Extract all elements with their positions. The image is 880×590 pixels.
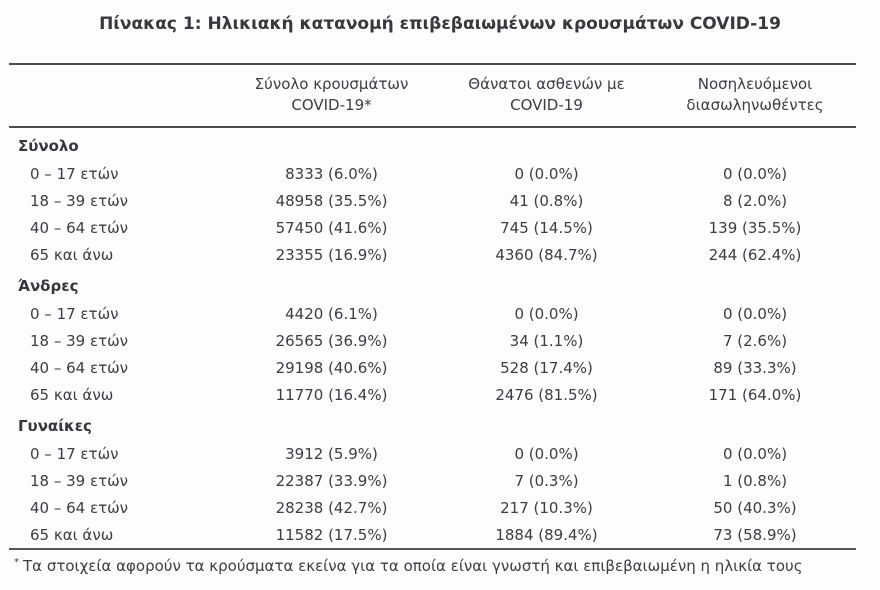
deaths-cell: 0 (0.0%): [514, 304, 579, 323]
deaths-cell: 528 (17.4%): [500, 358, 593, 377]
table-title: Πίνακας 1: Ηλικιακή κατανομή επιβεβαιωμένων κρουσμάτων COVID-19: [99, 14, 781, 34]
cases-cell: 28238 (42.7%): [275, 498, 388, 517]
section-header-row: [9, 128, 856, 160]
deaths-cell: 745 (14.5%): [500, 218, 593, 237]
section-header-row: [9, 408, 856, 440]
column-header-cases-line2: COVID-19*: [291, 96, 372, 114]
age-label-cell: 65 και άνω: [30, 245, 114, 264]
column-header-deaths-line2: COVID-19: [510, 96, 583, 114]
table-row: [9, 521, 856, 548]
cases-cell: 26565 (36.9%): [275, 331, 388, 350]
table-row: [9, 494, 856, 521]
column-header-cases-line1: Σύνολο κρουσμάτων: [254, 75, 409, 93]
cases-cell: 11770 (16.4%): [275, 385, 388, 404]
section-total: [9, 128, 856, 268]
table-row: [9, 187, 856, 214]
deaths-cell: 7 (0.3%): [514, 471, 579, 490]
age-label-cell: 65 και άνω: [30, 385, 114, 404]
intubated-cell: 171 (64.0%): [708, 385, 802, 404]
intubated-cell: 7 (2.6%): [722, 331, 788, 350]
intubated-cell: 0 (0.0%): [722, 164, 788, 183]
table-row: [9, 381, 856, 408]
footnote-marker: *: [14, 557, 19, 568]
age-label-cell: 18 – 39 ετών: [30, 191, 129, 210]
column-header-intubated: [654, 74, 856, 116]
intubated-cell: 0 (0.0%): [722, 304, 788, 323]
cases-cell: 8333 (6.0%): [285, 164, 378, 183]
age-label-cell: 18 – 39 ετών: [30, 331, 129, 350]
table-row: [9, 440, 856, 467]
section-women: [9, 408, 856, 548]
table-header-row: [9, 65, 856, 126]
covid-age-table: [9, 63, 856, 575]
age-label-cell: 18 – 39 ετών: [30, 471, 129, 490]
table-footnote: [14, 557, 856, 575]
table-row: [9, 160, 856, 187]
deaths-cell: 4360 (84.7%): [495, 245, 598, 264]
intubated-cell: 244 (62.4%): [708, 245, 802, 264]
section-label: Άνδρες: [18, 276, 79, 295]
column-header-deaths-line1: Θάνατοι ασθενών με: [468, 75, 625, 93]
cases-cell: 23355 (16.9%): [275, 245, 388, 264]
deaths-cell: 1884 (89.4%): [495, 525, 598, 544]
age-label-cell: 0 – 17 ετών: [30, 304, 119, 323]
table-row: [9, 214, 856, 241]
cases-cell: 3912 (5.9%): [285, 444, 378, 463]
section-men: [9, 268, 856, 408]
age-label-cell: 0 – 17 ετών: [30, 164, 119, 183]
section-label: Γυναίκες: [18, 416, 92, 435]
section-label: Σύνολο: [18, 136, 79, 155]
intubated-cell: 1 (0.8%): [722, 471, 788, 490]
age-label-cell: 65 και άνω: [30, 525, 114, 544]
table-row: [9, 300, 856, 327]
table-row: [9, 467, 856, 494]
column-header-deaths: [439, 74, 654, 116]
intubated-cell: 0 (0.0%): [722, 444, 788, 463]
cases-cell: 48958 (35.5%): [275, 191, 388, 210]
table-row: [9, 241, 856, 268]
deaths-cell: 41 (0.8%): [509, 191, 584, 210]
cases-cell: 29198 (40.6%): [275, 358, 388, 377]
intubated-cell: 73 (58.9%): [713, 525, 797, 544]
deaths-cell: 34 (1.1%): [509, 331, 584, 350]
age-label-cell: 40 – 64 ετών: [30, 218, 129, 237]
cases-cell: 4420 (6.1%): [285, 304, 378, 323]
column-header-cases: [224, 74, 439, 116]
age-label-cell: 0 – 17 ετών: [30, 444, 119, 463]
column-header-intubated-line1: Νοσηλευόμενοι: [697, 75, 813, 93]
cases-cell: 11582 (17.5%): [275, 525, 388, 544]
age-label-cell: 40 – 64 ετών: [30, 498, 129, 517]
intubated-cell: 89 (33.3%): [713, 358, 797, 377]
cases-cell: 22387 (33.9%): [275, 471, 388, 490]
table-row: [9, 354, 856, 381]
intubated-cell: 139 (35.5%): [708, 218, 802, 237]
intubated-cell: 8 (2.0%): [722, 191, 788, 210]
deaths-cell: 0 (0.0%): [514, 444, 579, 463]
cases-cell: 57450 (41.6%): [275, 218, 388, 237]
deaths-cell: 0 (0.0%): [514, 164, 579, 183]
section-header-row: [9, 268, 856, 300]
deaths-cell: 217 (10.3%): [500, 498, 593, 517]
footnote-rule: [9, 548, 856, 550]
column-header-intubated-line2: διασωληνωθέντες: [686, 96, 824, 114]
age-label-cell: 40 – 64 ετών: [30, 358, 129, 377]
footnote-text: Τα στοιχεία αφορούν τα κρούσματα εκείνα για τα οποία είναι γνωστή και επιβεβαιωμένη η ηλικία τους: [23, 557, 803, 575]
table-row: [9, 327, 856, 354]
deaths-cell: 2476 (81.5%): [495, 385, 598, 404]
intubated-cell: 50 (40.3%): [713, 498, 797, 517]
